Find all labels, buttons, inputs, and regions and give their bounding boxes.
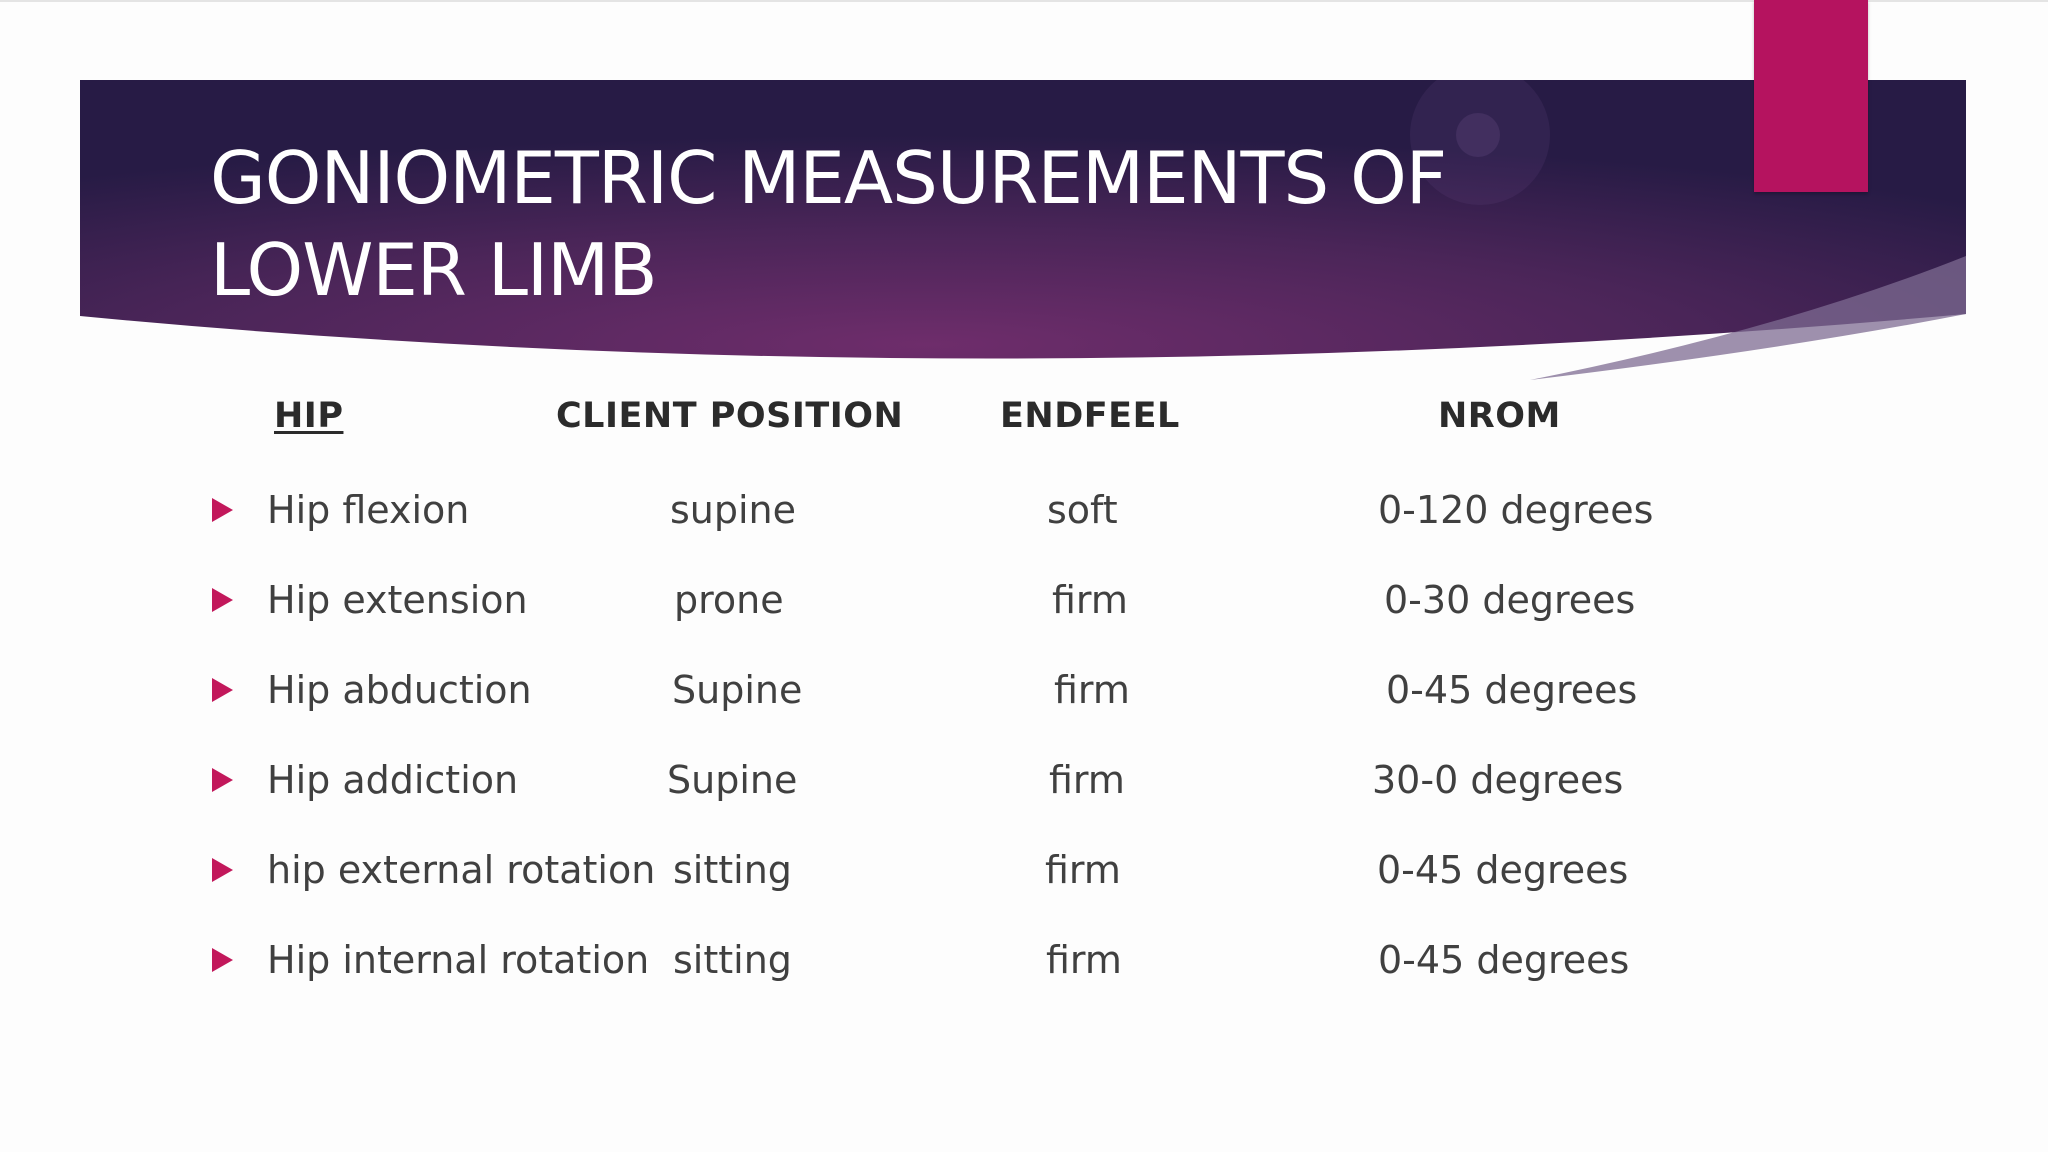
nrom-cell: 0-30 degrees	[1384, 578, 1636, 622]
position-cell: Supine	[672, 668, 803, 712]
header-client-position: CLIENT POSITION	[556, 396, 904, 436]
position-cell: sitting	[673, 848, 792, 892]
movement-cell: Hip addiction	[267, 758, 519, 802]
endfeel-cell: firm	[1045, 848, 1121, 892]
movement-cell: hip external rotation	[267, 848, 656, 892]
table-row	[0, 842, 2048, 902]
header-endfeel: ENDFEEL	[1000, 396, 1180, 436]
triangle-bullet-icon	[212, 498, 233, 522]
header-nrom: NROM	[1438, 396, 1561, 436]
nrom-cell: 0-45 degrees	[1377, 848, 1629, 892]
triangle-bullet-icon	[212, 678, 233, 702]
slide-title	[210, 132, 1590, 316]
triangle-bullet-icon	[212, 858, 233, 882]
nrom-cell: 30-0 degrees	[1372, 758, 1624, 802]
nrom-cell: 0-45 degrees	[1386, 668, 1638, 712]
table-row	[0, 482, 2048, 542]
movement-cell: Hip abduction	[267, 668, 532, 712]
triangle-bullet-icon	[212, 948, 233, 972]
endfeel-cell: firm	[1054, 668, 1130, 712]
accent-tab	[1754, 0, 1868, 192]
triangle-bullet-icon	[212, 588, 233, 612]
table-row	[0, 752, 2048, 812]
endfeel-cell: firm	[1046, 938, 1122, 982]
position-cell: Supine	[667, 758, 798, 802]
table-row	[0, 662, 2048, 722]
position-cell: sitting	[673, 938, 792, 982]
title-line-2: LOWER LIMB	[210, 228, 657, 312]
position-cell: prone	[674, 578, 784, 622]
movement-cell: Hip internal rotation	[267, 938, 650, 982]
movement-cell: Hip extension	[267, 578, 528, 622]
endfeel-cell: soft	[1047, 488, 1118, 532]
title-line-1: GONIOMETRIC MEASUREMENTS OF	[210, 136, 1447, 220]
endfeel-cell: firm	[1049, 758, 1125, 802]
nrom-cell: 0-120 degrees	[1378, 488, 1654, 532]
table-row	[0, 572, 2048, 632]
table-row	[0, 932, 2048, 992]
movement-cell: Hip flexion	[267, 488, 470, 532]
triangle-bullet-icon	[212, 768, 233, 792]
position-cell: supine	[670, 488, 797, 532]
nrom-cell: 0-45 degrees	[1378, 938, 1630, 982]
endfeel-cell: firm	[1052, 578, 1128, 622]
top-divider	[0, 0, 2048, 2]
header-hip: HIP	[274, 396, 344, 436]
